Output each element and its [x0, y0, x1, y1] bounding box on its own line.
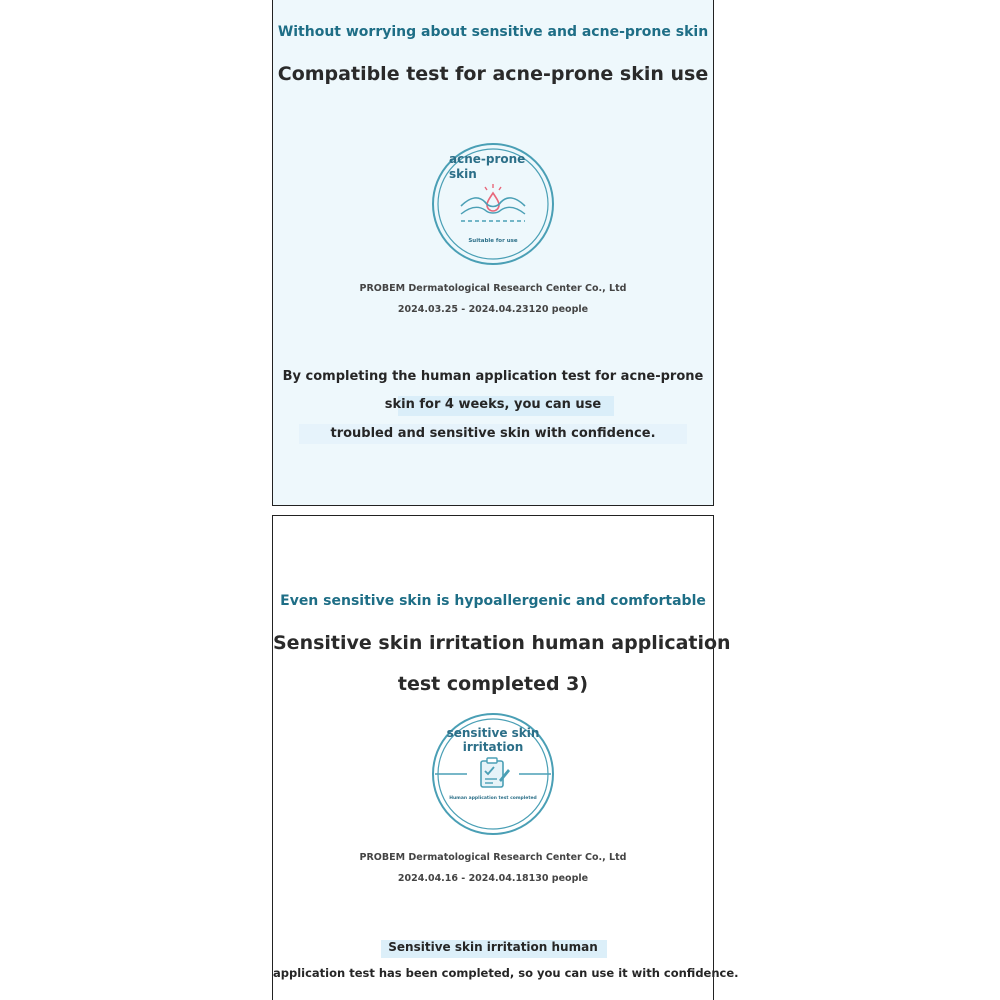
badge-label-line2: irritation [462, 740, 524, 754]
research-center-name: PROBEM Dermatological Research Center Co., Ltd [359, 852, 627, 863]
clipboard-check-icon [477, 756, 511, 790]
section-subheading: Without worrying about sensitive and acne-prone skin [277, 24, 709, 40]
acne-test-panel [272, 0, 714, 506]
test-period: 2024.04.16 - 2024.04.18130 people [397, 873, 589, 884]
acne-prone-badge [431, 142, 555, 266]
section-heading-line1: Sensitive skin irritation human application [273, 632, 731, 654]
body-line-1: By completing the human application test for acne-prone [282, 369, 704, 384]
badge-label-line2: skin [449, 167, 477, 181]
badge-label-line1: acne-prone [449, 152, 526, 166]
badge-caption: Human application test completed [449, 796, 537, 801]
research-center-name: PROBEM Dermatological Research Center Co., Ltd [359, 283, 627, 294]
section-heading-line2: test completed 3) [397, 673, 589, 695]
section-heading: Compatible test for acne-prone skin use [277, 63, 709, 85]
badge-label-line1: sensitive skin [446, 726, 540, 740]
body-line-1: Sensitive skin irritation human [388, 940, 598, 954]
badge-caption: Suitable for use [468, 238, 518, 244]
skin-pimple-icon [459, 182, 527, 228]
section-subheading: Even sensitive skin is hypoallergenic and comfortable [280, 593, 706, 609]
body-line-3: troubled and sensitive skin with confidence. [330, 426, 656, 441]
test-period: 2024.03.25 - 2024.04.23120 people [397, 304, 589, 315]
body-line-2: application test has been completed, so you can use it with confidence. [273, 966, 739, 980]
body-line-2: skin for 4 weeks, you can use [384, 397, 602, 412]
sensitive-skin-badge [431, 712, 555, 836]
sensitive-skin-test-panel [272, 515, 739, 1000]
